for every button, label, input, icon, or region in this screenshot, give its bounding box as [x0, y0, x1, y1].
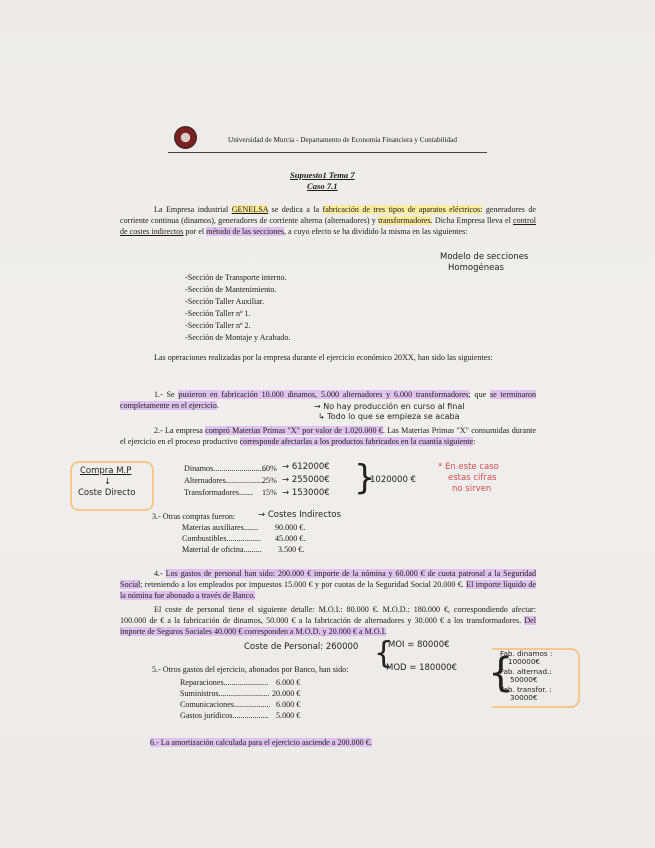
operations-intro: Las operaciones realizadas por la empresa durante el ejercicio económico 20XX, han sido las siguientes: — [154, 353, 493, 362]
note-red-1: * En este caso — [438, 462, 499, 472]
note-fab-alternad-1: Fab. alternad.: — [500, 667, 552, 676]
note-brace-personal: { — [374, 636, 394, 671]
other-purchase-2-label: Combustibles................. — [182, 534, 261, 543]
section-item-3: -Sección Taller Auxiliar. — [185, 297, 265, 306]
note-fab-alternad-2: 50000€ — [510, 675, 538, 684]
note-brace-mod: { — [488, 650, 514, 696]
note-modelo-2: Homogéneas — [448, 263, 504, 273]
other-purchase-3-value: 3.500 €. — [278, 545, 305, 554]
mp-row-dinamos-label: Dinamos.......................... — [184, 464, 266, 473]
note-all-finished: ↳ Todo lo que se empieza se acaba — [318, 412, 460, 421]
note-red-2: estas cifras — [448, 473, 497, 483]
expense-3-label: Comunicaciones.................. — [180, 700, 271, 709]
note-fab-transfor-1: Fab. transfor. : — [500, 685, 552, 694]
note-amount-dinamos: → 612000€ — [282, 462, 330, 472]
expense-3-value: 6.000 € — [276, 700, 301, 709]
note-mod: MOD = 180000€ — [386, 663, 457, 673]
operation-4: 4.- Los gastos de personal han sido: 200.000 € importe de la nómina y 60.000 € de cuota patronal a la Seguridad Social; reteniendo a los empleados por impuestos 15.000 € y por cuotas de la Seguridad Social 20.000 €. El importe líquido de la nómina fue abonado a través de Banco. — [120, 569, 536, 600]
mp-row-transformadores-pct: 15% — [262, 488, 277, 497]
operation-5-title: 5.- Otros gastos del ejercicio, abonados por Banco, han sido: — [152, 665, 349, 674]
note-coste-personal: Coste de Personal: 260000 — [244, 642, 359, 652]
note-costes-indirectos: → Costes Indirectos — [258, 510, 341, 520]
note-total: 1020000 € — [370, 475, 416, 485]
note-fab-dinamos-2: 100000€ — [508, 657, 541, 666]
mp-row-transformadores-label: Transformadores....... — [184, 488, 254, 497]
note-compra-mp: Compra M.P — [80, 466, 132, 476]
mp-row-dinamos-pct: 60% — [262, 464, 277, 473]
expense-4-label: Gastos jurídicos.................. — [180, 711, 269, 720]
note-brace-total: } — [354, 458, 376, 498]
note-moi: MOI = 80000€ — [388, 640, 450, 650]
note-fab-dinamos-1: Fab. dinamos : — [500, 649, 553, 658]
section-item-6: -Sección de Montaje y Acabado. — [185, 333, 291, 342]
section-item-4: -Sección Taller nº 1. — [185, 309, 251, 318]
section-item-5: -Sección Taller nº 2. — [185, 321, 251, 330]
other-purchase-3-label: Material de oficina......... — [182, 545, 262, 554]
expense-2-value: 20.000 € — [272, 689, 301, 698]
expense-4-value: 5.000 € — [276, 711, 301, 720]
note-arrow-down: ↓ — [104, 477, 112, 487]
note-coste-directo: Coste Directo — [78, 488, 136, 498]
expense-2-label: Suministros......................... — [180, 689, 270, 698]
operation-3-title: 3.- Otras compras fueron: — [152, 512, 236, 521]
section-item-2: -Sección de Mantenimiento. — [185, 285, 277, 294]
operation-4-detail: El coste de personal tiene el siguiente detalle: M.O.I.: 80.000 €. M.O.D.: 180.000 €, correspondiendo afectar: 100.000 de € a la fabricación de dinamos, 50.000 € a la fabricación de alternadores y 30.000 € a los transformadores. Del importe de Seguros Sociales 40.000 € corresponden a M.O.D. y 20.000 € a M.O.I. — [120, 605, 536, 636]
other-purchase-1-label: Materias auxiliares....... — [182, 523, 258, 532]
note-no-production: → No hay producción en curso al final — [314, 402, 465, 411]
mp-row-alternadores-pct: 25% — [262, 476, 277, 485]
title-line1: Supuesto1 Tema 7 — [290, 170, 355, 180]
note-amount-alternadores: → 255000€ — [282, 475, 330, 485]
other-purchase-2-value: 45.000 €. — [275, 534, 306, 543]
operation-1: 1.- Se pusieron en fabricación 10.000 dinamos, 5.000 alternadores y 6.000 transformadores; que se terminaron completamente en el ejercicio. — [120, 390, 537, 410]
note-modelo-1: Modelo de secciones — [440, 252, 529, 262]
expense-1-label: Reparaciones...................... — [180, 678, 269, 687]
note-red-3: no sirven — [452, 484, 492, 494]
header-university: Universidad de Murcia - Departamento de Economía Financiera y Contabilidad — [228, 136, 457, 144]
note-amount-transformadores: → 153000€ — [282, 488, 330, 498]
expense-1-value: 6.000 € — [276, 678, 301, 687]
operation-2: 2.- La empresa compró Materias Primas "X" por valor de 1.020.000 €. Las Materias Primas "X" consumidas durante el ejercicio en el proceso productivo corresponde afectarlas a los productos fabricados en la cuantía siguiente: — [120, 426, 536, 446]
operation-6: 6.- La amortización calculada para el ejercicio asciende a 200.000 €. — [150, 738, 372, 747]
header-rule — [168, 152, 487, 153]
title-line2: Caso 7.1 — [307, 181, 338, 191]
intro-paragraph: La Empresa industrial GENELSA se dedica a la fabricación de tres tipos de aparatos eléctricos: generadores de corriente continua (dinamos), generadores de corriente alterna (alternadores) y transformadores. Dicha Empresa lleva el control de costes indirectos por el método de las secciones, a cuyo efecto se ha dividido la misma en las siguientes: — [120, 205, 537, 237]
mp-row-alternadores-label: Alternadores................... — [184, 476, 265, 485]
section-item-1: -Sección de Transporte interno. — [185, 273, 287, 282]
note-fab-transfor-2: 30000€ — [510, 693, 538, 702]
other-purchase-1-value: 90.000 €. — [275, 523, 306, 532]
university-logo — [174, 126, 197, 149]
